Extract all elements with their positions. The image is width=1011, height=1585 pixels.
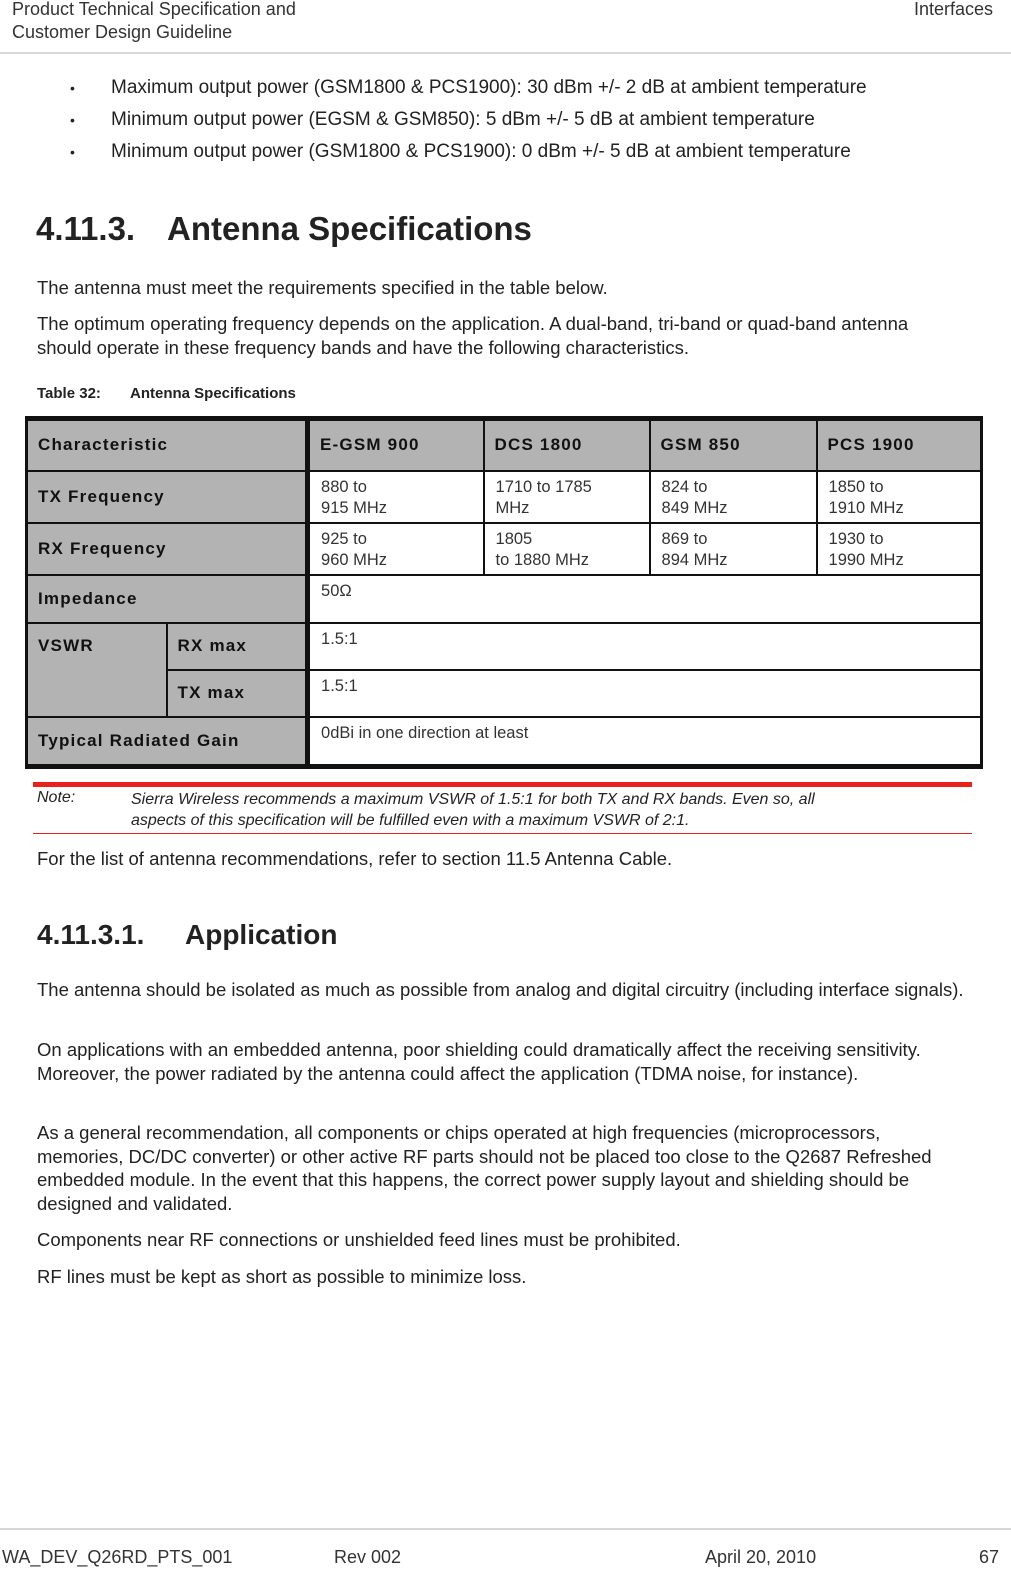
section-number: 4.11.3. bbox=[36, 210, 136, 247]
table-row bbox=[27, 575, 982, 623]
impedance-value: 50Ω bbox=[308, 575, 982, 623]
cell-line: 1990 MHz bbox=[828, 550, 904, 569]
bullet-icon: • bbox=[70, 112, 75, 128]
table-caption-number: Table 32: bbox=[37, 385, 101, 402]
cell-line: 869 to bbox=[661, 529, 708, 548]
tx-frequency-pcs1900 bbox=[817, 471, 982, 523]
table-row bbox=[27, 471, 982, 523]
row-label-vswr: VSWR bbox=[27, 623, 167, 717]
antenna-spec-table bbox=[25, 416, 983, 769]
list-item bbox=[70, 108, 867, 140]
table-row bbox=[27, 523, 982, 575]
cell-line: 849 MHz bbox=[661, 498, 728, 517]
cell-line: to 1880 MHz bbox=[495, 550, 590, 569]
footer-date: April 20, 2010 bbox=[705, 1547, 817, 1567]
application-paragraph: Components near RF connections or unshielded feed lines must be prohibited. bbox=[37, 1229, 681, 1250]
tx-frequency-egsm900 bbox=[308, 471, 484, 523]
section-title: Antenna Specifications bbox=[167, 210, 532, 247]
subsection-heading bbox=[37, 918, 337, 952]
header-cell-pcs1900: PCS 1900 bbox=[817, 419, 982, 471]
header-cell-characteristic: Characteristic bbox=[27, 419, 308, 471]
row-label-rx-frequency: RX Frequency bbox=[27, 523, 308, 575]
application-paragraph: The antenna should be isolated as much as possible from analog and digital circuitry (including interface signals). bbox=[37, 979, 964, 1000]
cell-line: 1930 to bbox=[828, 529, 884, 548]
rx-frequency-dcs1800 bbox=[484, 523, 650, 575]
bullet-icon: • bbox=[70, 144, 75, 160]
cell-line: MHz bbox=[495, 498, 530, 517]
row-label-typical-radiated-gain: Typical Radiated Gain bbox=[27, 717, 308, 767]
rx-frequency-gsm850 bbox=[650, 523, 817, 575]
bullet-text: Maximum output power (GSM1800 & PCS1900): 30 dBm +/- 2 dB at ambient temperature bbox=[111, 77, 867, 98]
header-title-line1: Product Technical Specification and bbox=[12, 0, 296, 19]
tx-max-value: 1.5:1 bbox=[308, 670, 982, 717]
tx-frequency-dcs1800 bbox=[484, 471, 650, 523]
table-row bbox=[27, 670, 982, 717]
row-label-tx-max: TX max bbox=[167, 670, 308, 717]
subsection-number: 4.11.3.1. bbox=[37, 919, 145, 950]
header-title-line2: Customer Design Guideline bbox=[12, 22, 233, 42]
section-frequency-paragraph: The optimum operating frequency depends on the application. A dual-band, tri-band or quad-band antenna should operate in these frequency bands and have the following characteristics. bbox=[37, 313, 909, 358]
list-item bbox=[70, 76, 867, 108]
rx-max-value: 1.5:1 bbox=[308, 623, 982, 670]
power-bullet-list bbox=[70, 76, 867, 172]
footer-doc-id: WA_DEV_Q26RD_PTS_001 bbox=[2, 1547, 233, 1567]
cell-line: 925 to bbox=[321, 529, 367, 548]
section-heading bbox=[36, 209, 532, 249]
cell-line: 1805 bbox=[495, 529, 533, 548]
footer-page-number: 67 bbox=[978, 1547, 999, 1567]
rx-frequency-egsm900 bbox=[308, 523, 484, 575]
cell-line: 960 MHz bbox=[321, 550, 388, 569]
subsection-title: Application bbox=[185, 919, 338, 950]
row-label-rx-max: RX max bbox=[167, 623, 308, 670]
table-caption-title: Antenna Specifications bbox=[130, 385, 296, 402]
table-row bbox=[27, 717, 982, 767]
footer-revision: Rev 002 bbox=[334, 1547, 402, 1567]
header-cell-dcs1800: DCS 1800 bbox=[484, 419, 650, 471]
application-paragraph: RF lines must be kept as short as possible to minimize loss. bbox=[37, 1266, 527, 1287]
bullet-text: Minimum output power (GSM1800 & PCS1900): 0 dBm +/- 5 dB at ambient temperature bbox=[111, 141, 851, 162]
page-footer bbox=[0, 1528, 1011, 1585]
note-text bbox=[131, 789, 951, 831]
tx-frequency-gsm850 bbox=[650, 471, 817, 523]
row-label-tx-frequency: TX Frequency bbox=[27, 471, 308, 523]
header-section-name: Interfaces bbox=[913, 0, 993, 19]
cell-line: 824 to bbox=[661, 477, 708, 496]
bullet-icon: • bbox=[70, 80, 75, 96]
note-bottom-rule bbox=[33, 833, 972, 834]
header-cell-gsm850: GSM 850 bbox=[650, 419, 817, 471]
section-intro-paragraph: The antenna must meet the requirements specified in the table below. bbox=[37, 277, 608, 298]
list-item bbox=[70, 140, 867, 172]
page-header bbox=[0, 0, 1011, 54]
rx-frequency-pcs1900 bbox=[817, 523, 982, 575]
table-row bbox=[27, 623, 982, 670]
bullet-text: Minimum output power (EGSM & GSM850): 5 dBm +/- 5 dB at ambient temperature bbox=[111, 109, 815, 130]
note-text-line2: aspects of this specification will be fulfilled even with a maximum VSWR of 2:1. bbox=[131, 812, 690, 829]
typical-radiated-gain-value: 0dBi in one direction at least bbox=[308, 717, 982, 767]
note-top-rule bbox=[33, 782, 972, 787]
cell-line: 894 MHz bbox=[661, 550, 728, 569]
header-cell-egsm900: E-GSM 900 bbox=[308, 419, 484, 471]
row-label-impedance: Impedance bbox=[27, 575, 308, 623]
cell-line: 1910 MHz bbox=[828, 498, 904, 517]
antenna-recommendations-paragraph: For the list of antenna recommendations, refer to section 11.5 Antenna Cable. bbox=[37, 848, 673, 869]
note-text-line1: Sierra Wireless recommends a maximum VSWR of 1.5:1 for both TX and RX bands. Even so, all bbox=[131, 791, 815, 808]
table-caption bbox=[37, 385, 296, 402]
application-paragraph: As a general recommendation, all components or chips operated at high frequencies (microprocessors, memories, DC/DC converter) or other active RF parts should not be placed too close to the Q2687 Refreshed embedded module. In the event that this happens, the correct power supply layout and shielding should be designed and validated. bbox=[37, 1122, 932, 1214]
cell-line: 880 to bbox=[321, 477, 367, 496]
application-paragraph: On applications with an embedded antenna, poor shielding could dramatically affect the receiving sensitivity. Moreover, the power radiated by the antenna could affect the application (TDMA noise, for instance). bbox=[37, 1039, 921, 1084]
cell-line: 915 MHz bbox=[321, 498, 388, 517]
note-label: Note: bbox=[37, 789, 76, 806]
cell-line: 1710 to 1785 bbox=[495, 477, 592, 496]
header-doc-title bbox=[12, 0, 296, 44]
cell-line: 1850 to bbox=[828, 477, 884, 496]
table-header-row bbox=[27, 419, 982, 471]
